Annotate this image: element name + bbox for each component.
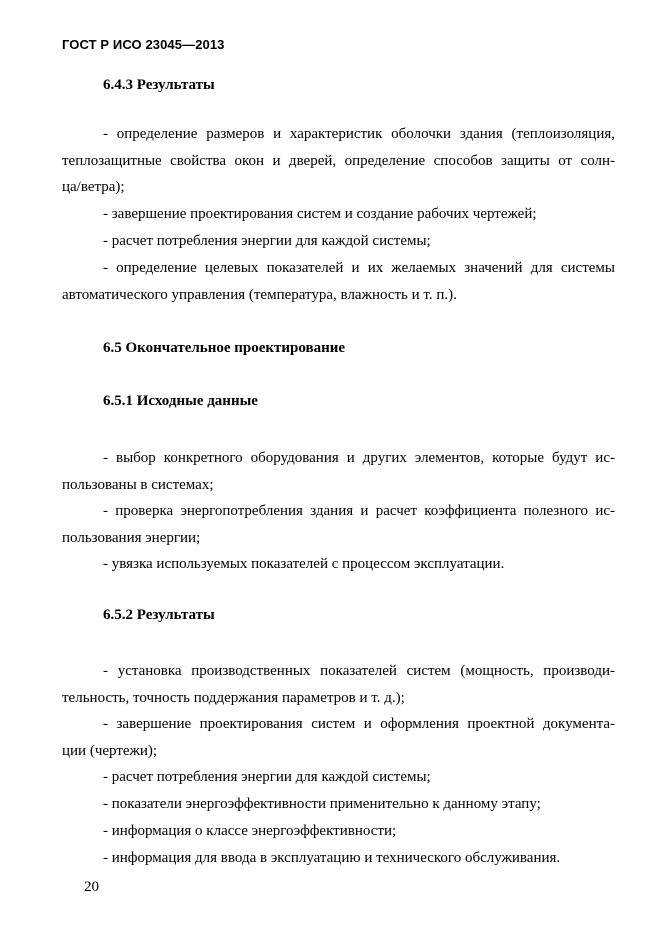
heading-6-5-1: 6.5.1 Исходные данные (103, 393, 258, 409)
paragraph-643-2 (62, 201, 615, 228)
heading-6-5-2: 6.5.2 Результаты (103, 607, 215, 623)
paragraph-line: - выбор конкретного оборудования и других элементов, которые будут ис- (103, 450, 615, 466)
paragraph-line: - информация о классе энергоэффективности; (103, 823, 397, 839)
paragraph-line: пользованы в системах; (62, 476, 214, 493)
heading-6-4-3: 6.4.3 Результаты (103, 77, 215, 93)
paragraph-line: - установка производственных показателей систем (мощность, производи- (103, 663, 615, 679)
paragraph-652-3 (62, 764, 615, 791)
paragraph-652-5 (62, 818, 615, 845)
paragraph-643-4 (62, 255, 615, 308)
paragraph-line: ца/ветра); (62, 179, 125, 195)
paragraph-643-1 (62, 121, 615, 201)
paragraph-line: - показатели энергоэффективности применительно к данному этапу; (103, 796, 541, 812)
paragraph-line: - определение размеров и характеристик оболочки здания (теплоизоляция, (103, 126, 615, 142)
paragraph-line: - определение целевых показателей и их желаемых значений для системы (103, 260, 615, 276)
paragraph-line: тельность, точность поддержания параметров и т. д.); (62, 689, 405, 706)
paragraph-line: - завершение проектирования систем и оформления проектной документа- (103, 716, 615, 732)
paragraph-652-4 (62, 791, 615, 818)
paragraph-652-1 (62, 658, 615, 711)
paragraph-651-2 (62, 498, 615, 551)
paragraph-line: ции (чертежи); (62, 742, 158, 759)
paragraph-line: теплозащитные свойства окон и дверей, определение способов защиты от солн- (62, 152, 615, 169)
paragraph-652-2 (62, 711, 615, 764)
paragraph-line: - проверка энергопотребления здания и расчет коэффициента полезного ис- (103, 503, 615, 519)
paragraph-line: автоматического управления (температура, влажность и т. п.). (62, 286, 457, 303)
paragraph-line: пользования энергии; (62, 529, 201, 546)
paragraph-651-1 (62, 445, 615, 498)
paragraph-line: - увязка используемых показателей с процессом эксплуатации. (103, 556, 505, 572)
paragraph-line: - расчет потребления энергии для каждой системы; (103, 233, 431, 249)
page-number: 20 (84, 879, 99, 895)
heading-6-5: 6.5 Окончательное проектирование (103, 340, 346, 356)
paragraph-643-3 (62, 228, 615, 255)
paragraph-line: - расчет потребления энергии для каждой системы; (103, 769, 431, 785)
paragraph-652-6 (62, 845, 615, 872)
paragraph-line: - информация для ввода в эксплуатацию и технического обслуживания. (103, 850, 561, 866)
paragraph-line: - завершение проектирования систем и создание рабочих чертежей; (103, 206, 537, 222)
standard-header: ГОСТ Р ИСО 23045—2013 (62, 37, 225, 52)
paragraph-651-3 (62, 551, 615, 578)
